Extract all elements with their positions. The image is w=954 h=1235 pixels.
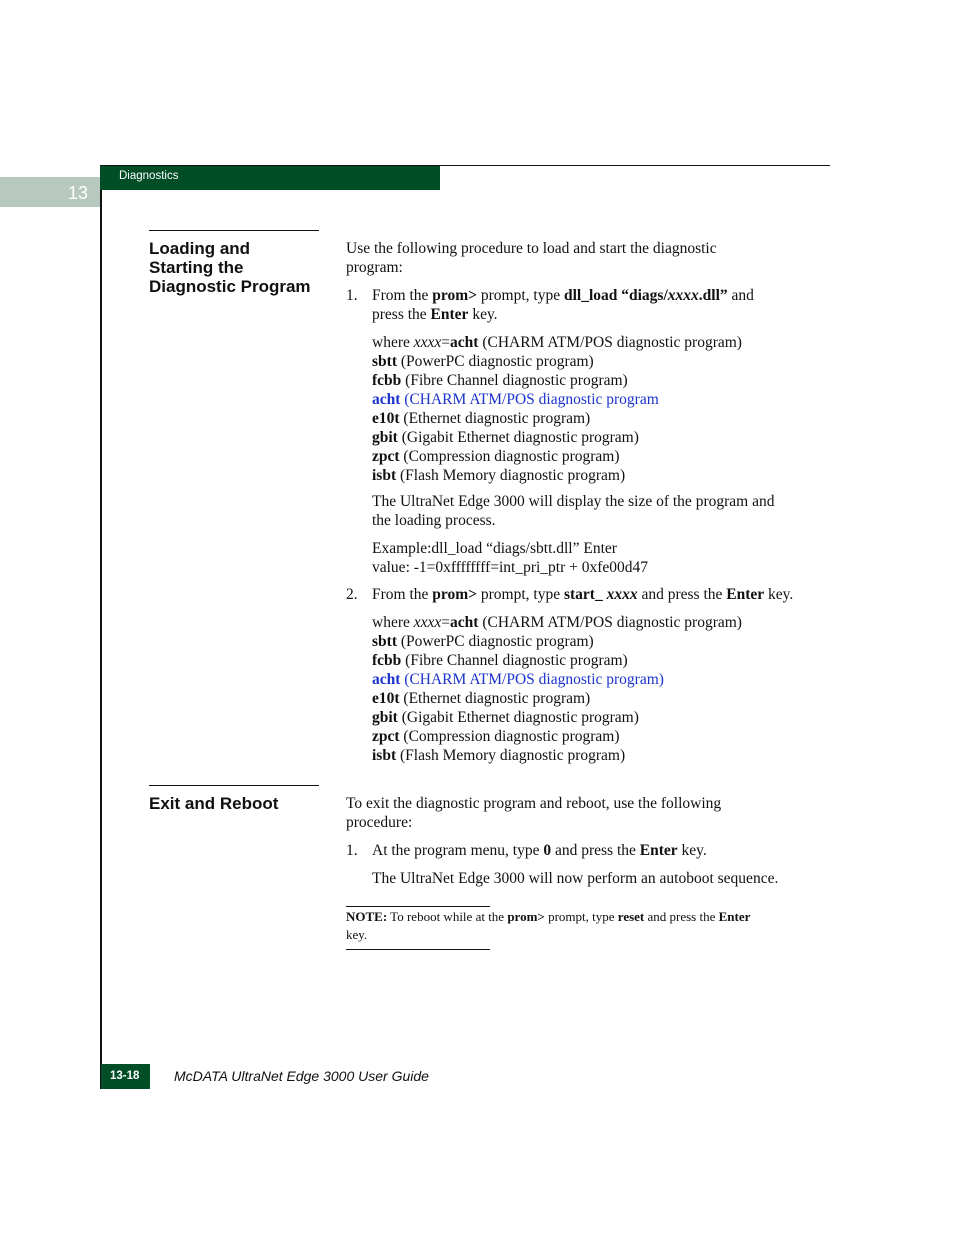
program-link[interactable]: acht (CHARM ATM/POS diagnostic program (372, 391, 659, 408)
exit-result: The UltraNet Edge 3000 will now perform an autoboot sequence. (372, 870, 779, 887)
step-number: 1. (346, 842, 358, 859)
step-2-instruction: From the prom> prompt, type start_ xxxx and press the Enter key. (372, 586, 794, 603)
step-number: 2. (346, 586, 358, 603)
list-item: gbit (Gigabit Ethernet diagnostic program) (372, 709, 639, 726)
note-box: NOTE: To reboot while at the prom> prompt, type reset and press the Enter key. (346, 909, 751, 942)
section-rule-loading (149, 230, 319, 231)
program-link[interactable]: acht (CHARM ATM/POS diagnostic program) (372, 671, 664, 688)
section-heading-exit: Exit and Reboot (149, 794, 279, 813)
running-header-title: Diagnostics (119, 170, 179, 182)
exit-intro: To exit the diagnostic program and reboot, use the following procedure: (346, 795, 722, 831)
page-number: 13-18 (110, 1070, 140, 1082)
program-list-2 (372, 613, 832, 765)
display-note: The UltraNet Edge 3000 will display the size of the program and the loading process. (372, 493, 775, 529)
list-item: zpct (Compression diagnostic program) (372, 448, 620, 465)
page-vertical-rule (100, 165, 102, 1089)
example-text: Example:dll_load “diags/sbtt.dll” Enter value: -1=0xffffffff=int_pri_ptr + 0xfe00d47 (372, 540, 649, 576)
note-rule-top (346, 906, 490, 907)
list-item: e10t (Ethernet diagnostic program) (372, 690, 591, 707)
footer-title: McDATA UltraNet Edge 3000 User Guide (174, 1068, 429, 1084)
list-item: fcbb (Fibre Channel diagnostic program) (372, 652, 628, 669)
list-item: sbtt (PowerPC diagnostic program) (372, 633, 594, 650)
note-rule-bottom (346, 949, 490, 950)
section-rule-exit (149, 785, 319, 786)
list-item: where xxxx=acht (CHARM ATM/POS diagnostic program) (372, 614, 742, 631)
list-item: isbt (Flash Memory diagnostic program) (372, 467, 626, 484)
list-item: isbt (Flash Memory diagnostic program) (372, 747, 626, 764)
loading-intro: Use the following procedure to load and start the diagnostic program: (346, 240, 717, 276)
chapter-number: 13 (68, 183, 89, 203)
step-1-instruction: From the prom> prompt, type dll_load “diags/xxxx.dll” and press the Enter key. (372, 287, 754, 323)
list-item: fcbb (Fibre Channel diagnostic program) (372, 372, 628, 389)
list-item: gbit (Gigabit Ethernet diagnostic program) (372, 429, 639, 446)
list-item: e10t (Ethernet diagnostic program) (372, 410, 591, 427)
step-number: 1. (346, 287, 358, 304)
section-heading-loading: Loading and Starting the Diagnostic Program (149, 239, 311, 296)
program-list-1 (372, 333, 832, 485)
exit-step-1-instruction: At the program menu, type 0 and press the Enter key. (372, 842, 707, 859)
list-item: sbtt (PowerPC diagnostic program) (372, 353, 594, 370)
list-item: zpct (Compression diagnostic program) (372, 728, 620, 745)
list-item: where xxxx=acht (CHARM ATM/POS diagnostic program) (372, 334, 742, 351)
